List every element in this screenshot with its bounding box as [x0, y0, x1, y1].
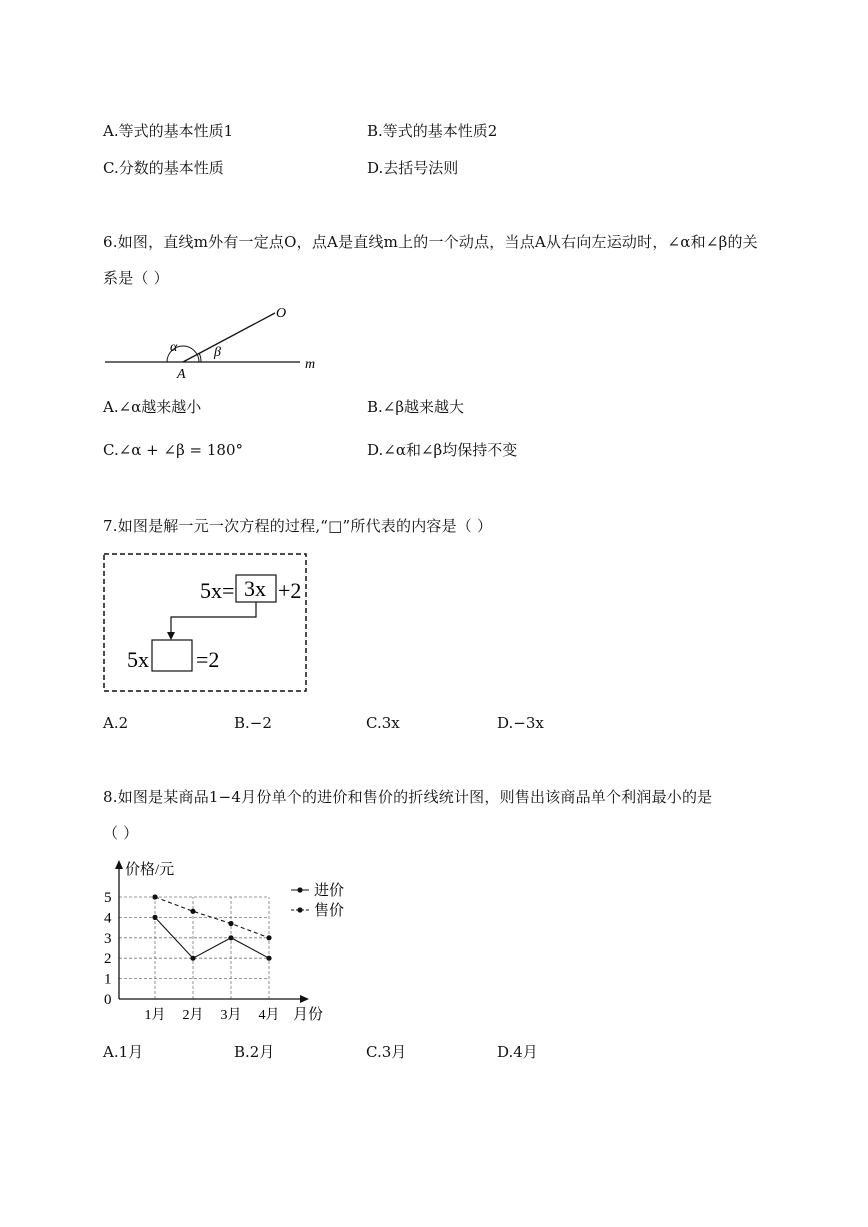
- chart-y-axis-label: 价格/元: [125, 862, 175, 878]
- q7-stem-line1: 7.如图是解一元一次方程的过程,“□”所代表的内容是（ ）: [103, 517, 493, 535]
- q8-option-a: A.1月: [103, 1043, 144, 1061]
- q6-beta-label: β: [214, 345, 221, 360]
- q6-line-m-label: m: [305, 357, 316, 372]
- chart-point: [152, 915, 157, 920]
- q7-bottom-rhs: =2: [196, 647, 220, 672]
- chart-y-tick-label: 3: [104, 930, 112, 947]
- chart-x-axis-arrow: [300, 995, 309, 1003]
- chart-point: [190, 909, 195, 914]
- q6-alpha-label: α: [170, 340, 178, 355]
- q7-option-c: C.3x: [366, 714, 400, 732]
- chart-y-tick-label: 0: [104, 992, 112, 1008]
- q7-top-box-text: 3x: [244, 576, 266, 601]
- chart-y-tick-label: 1: [104, 971, 112, 988]
- q6-stem-line2: 系是（ ）: [103, 269, 169, 287]
- chart-x-axis-label: 月份: [293, 1007, 324, 1023]
- q7-bottom-lhs: 5x: [127, 647, 149, 672]
- legend-label-2: 售价: [314, 903, 345, 919]
- q6-figure: [100, 298, 330, 382]
- q5-option-a: A.等式的基本性质1: [103, 122, 234, 140]
- chart-y-tick-label: 5: [104, 890, 112, 906]
- q5-option-c: C.分数的基本性质: [103, 159, 224, 177]
- legend-marker-1: [297, 887, 302, 892]
- chart-point: [266, 956, 271, 961]
- q6-option-b: B.∠β越来越大: [367, 398, 465, 416]
- chart-y-axis-arrow: [115, 860, 123, 869]
- q6-option-d: D.∠α和∠β均保持不变: [367, 441, 518, 459]
- q6-point-o-label: O: [276, 306, 287, 321]
- q5-option-b: B.等式的基本性质2: [367, 122, 498, 140]
- q8-option-c: C.3月: [366, 1043, 407, 1061]
- chart-x-tick-label: 1月: [144, 1008, 166, 1023]
- legend-marker-2: [297, 907, 302, 912]
- q8-stem-line2: （ ）: [103, 824, 139, 842]
- q7-top-lhs: 5x=: [200, 578, 235, 603]
- chart-x-tick-label: 2月: [182, 1008, 204, 1023]
- q7-option-d: D.−3x: [497, 714, 544, 732]
- q6-stem-line1: 6.如图，直线m外有一定点O，点A是直线m上的一个动点，当点A从右向左运动时，∠α和∠β的关: [103, 233, 758, 251]
- q6-option-c: C.∠α + ∠β = 180°: [103, 441, 243, 459]
- q7-figure: [100, 550, 310, 696]
- q7-blank-box: [152, 640, 192, 671]
- q7-top-rhs: +2: [278, 578, 302, 603]
- chart-x-tick-label: 4月: [258, 1008, 280, 1023]
- legend-label-1: 进价: [314, 883, 345, 899]
- chart-point: [266, 935, 271, 940]
- q7-option-a: A.2: [103, 714, 129, 732]
- chart-point: [190, 956, 195, 961]
- chart-x-tick-label: 3月: [220, 1008, 242, 1023]
- q6-point-a-label: A: [177, 367, 186, 382]
- chart-point: [152, 894, 157, 899]
- chart-y-tick-label: 2: [104, 951, 112, 968]
- q5-option-d: D.去括号法则: [367, 159, 459, 177]
- chart-point: [228, 935, 233, 940]
- q8-option-b: B.2月: [234, 1043, 275, 1061]
- chart-y-tick-label: 4: [104, 910, 112, 927]
- q8-line-chart: [95, 852, 365, 1030]
- q6-option-a: A.∠α越来越小: [103, 398, 202, 416]
- q8-stem-line1: 8.如图是某商品1−4月份单个的进价和售价的折线统计图，则售出该商品单个利润最小的是: [103, 788, 713, 806]
- q8-option-d: D.4月: [497, 1043, 538, 1061]
- q7-option-b: B.−2: [234, 714, 272, 732]
- chart-point: [228, 921, 233, 926]
